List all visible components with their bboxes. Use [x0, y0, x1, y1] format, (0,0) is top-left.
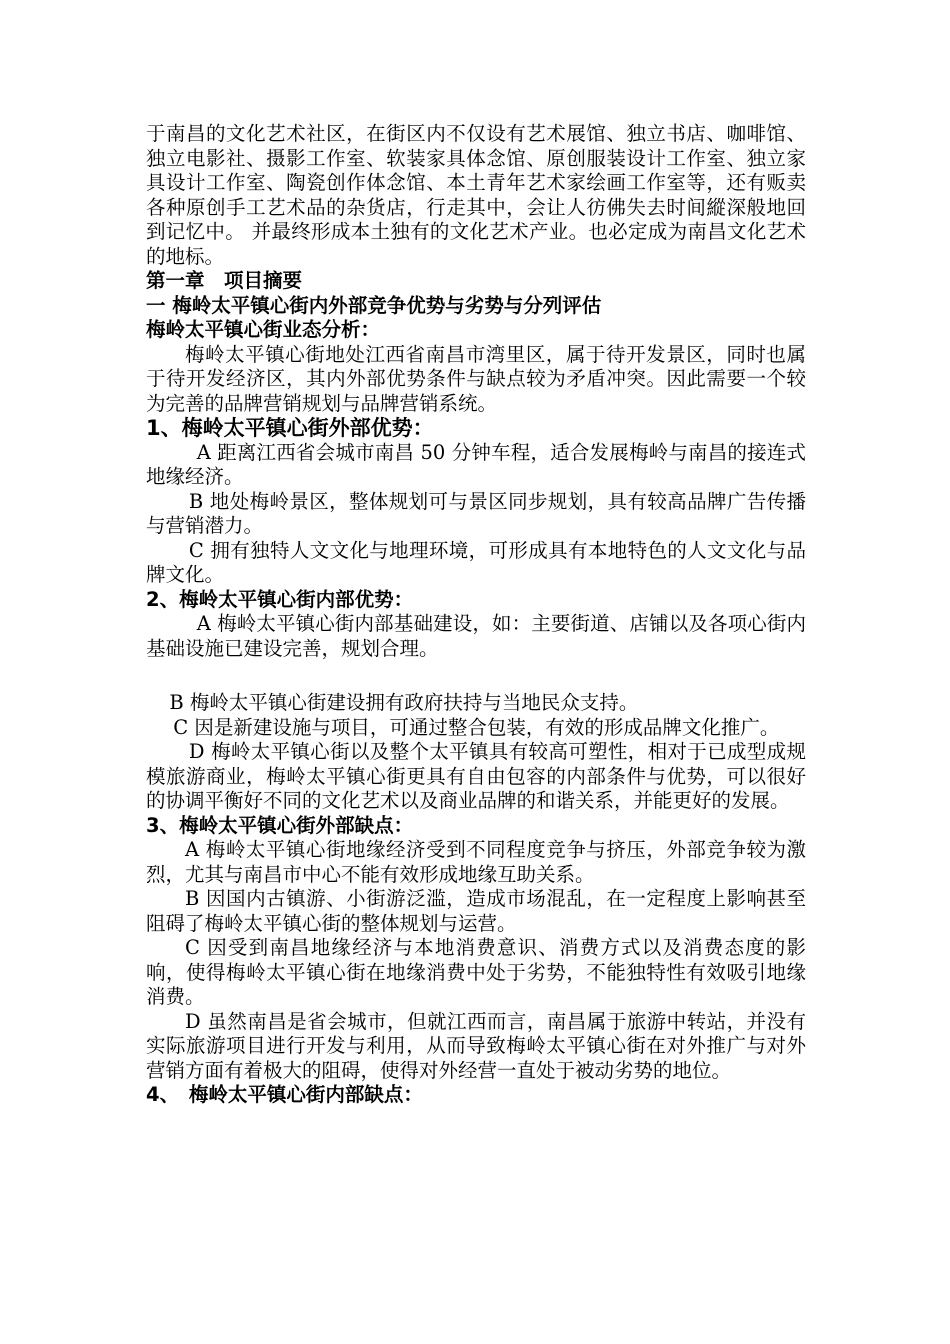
internal-advantage-d: D 梅岭太平镇心街以及整个太平镇具有较高可塑性，相对于已成型成规模旅游商业，梅岭太平镇心街更具有自由包容的内部条件与优势，可以很好的协调平衡好不同的文化艺术以及商业品牌的和谐关系，并能更好的发展。 — [146, 740, 806, 812]
internal-advantage-a: A 梅岭太平镇心街内部基础建设，如：主要街道、店铺以及各项心街内基础设施已建设完善，规划合理。 — [146, 612, 806, 660]
external-advantage-c: C 拥有独特人文文化与地理环境，可形成具有本地特色的人文文化与品牌文化。 — [146, 538, 806, 586]
internal-advantage-b: B 梅岭太平镇心街建设拥有政府扶持与当地民众支持。 — [169, 691, 639, 714]
external-advantages-heading: 1、梅岭太平镇心街外部优势： — [146, 416, 434, 440]
internal-disadvantages-heading: 4、 梅岭太平镇心街内部缺点： — [146, 1083, 423, 1106]
external-advantage-b: B 地处梅岭景区，整体规划可与景区同步规划，具有较高品牌广告传播与营销潜力。 — [146, 489, 806, 537]
document-body — [146, 122, 806, 1108]
external-disadvantages-heading: 3、梅岭太平镇心街外部缺点： — [146, 813, 414, 837]
external-disadvantage-d: D 虽然南昌是省会城市，但就江西而言，南昌属于旅游中转站，并没有实际旅游项目进行开发与利用，从而导致梅岭太平镇心街在对外推广与对外营销方面有着极大的阻碍，使得对外经营一直处于被动劣势的地位。 — [146, 1009, 806, 1082]
intro-paragraph: 于南昌的文化艺术社区，在街区内不仅设有艺术展馆、独立书店、咖啡馆、独立电影社、摄影工作室、软装家具体念馆、原创服装设计工作室、独立家具设计工作室、陶瓷创作体念馆、本土青年艺术家绘画工作室等，还有贩卖各种原创手工艺术品的杂货店，行走其中，会让人彷佛失去时间縱深般地回到记忆中。 并最终形成本土独有的文化艺术产业。也必定成为南昌文化艺术的地标。 — [146, 122, 806, 268]
chapter-title: 第一章 项目摘要 — [146, 269, 303, 292]
external-advantage-a: A 距离江西省会城市南昌 50 分钟车程，适合发展梅岭与南昌的接连式地缘经济。 — [146, 440, 806, 488]
analysis-paragraph: 梅岭太平镇心街地处江西省南昌市湾里区，属于待开发景区，同时也属于待开发经济区，其内外部优势条件与缺点较为矛盾冲突。因此需要一个较为完善的品牌营销规划与品牌营销系统。 — [146, 342, 806, 415]
section-one-heading: 一 梅岭太平镇心街内外部竞争优势与劣势与分列评估 — [146, 293, 602, 317]
external-disadvantage-a: A 梅岭太平镇心街地缘经济受到不同程度竞争与挤压，外部竞争较为激烈，尤其与南昌市中心不能有效形成地缘互助关系。 — [146, 838, 806, 886]
analysis-heading: 梅岭太平镇心街业态分析： — [146, 318, 381, 341]
external-disadvantage-b: B 因国内古镇游、小街游泛滥，造成市场混乱，在一定程度上影响甚至阻碍了梅岭太平镇心街的整体规划与运营。 — [146, 887, 806, 935]
external-disadvantage-c: C 因受到南昌地缘经济与本地消费意识、消费方式以及消费态度的影响，使得梅岭太平镇心街在地缘消费中处于劣势，不能独特性有效吸引地缘消费。 — [146, 936, 806, 1008]
internal-advantages-heading: 2、梅岭太平镇心街内部优势： — [146, 587, 414, 611]
internal-advantage-c: C 因是新建设施与项目，可通过整合包装，有效的形成品牌文化推广。 — [173, 715, 780, 739]
